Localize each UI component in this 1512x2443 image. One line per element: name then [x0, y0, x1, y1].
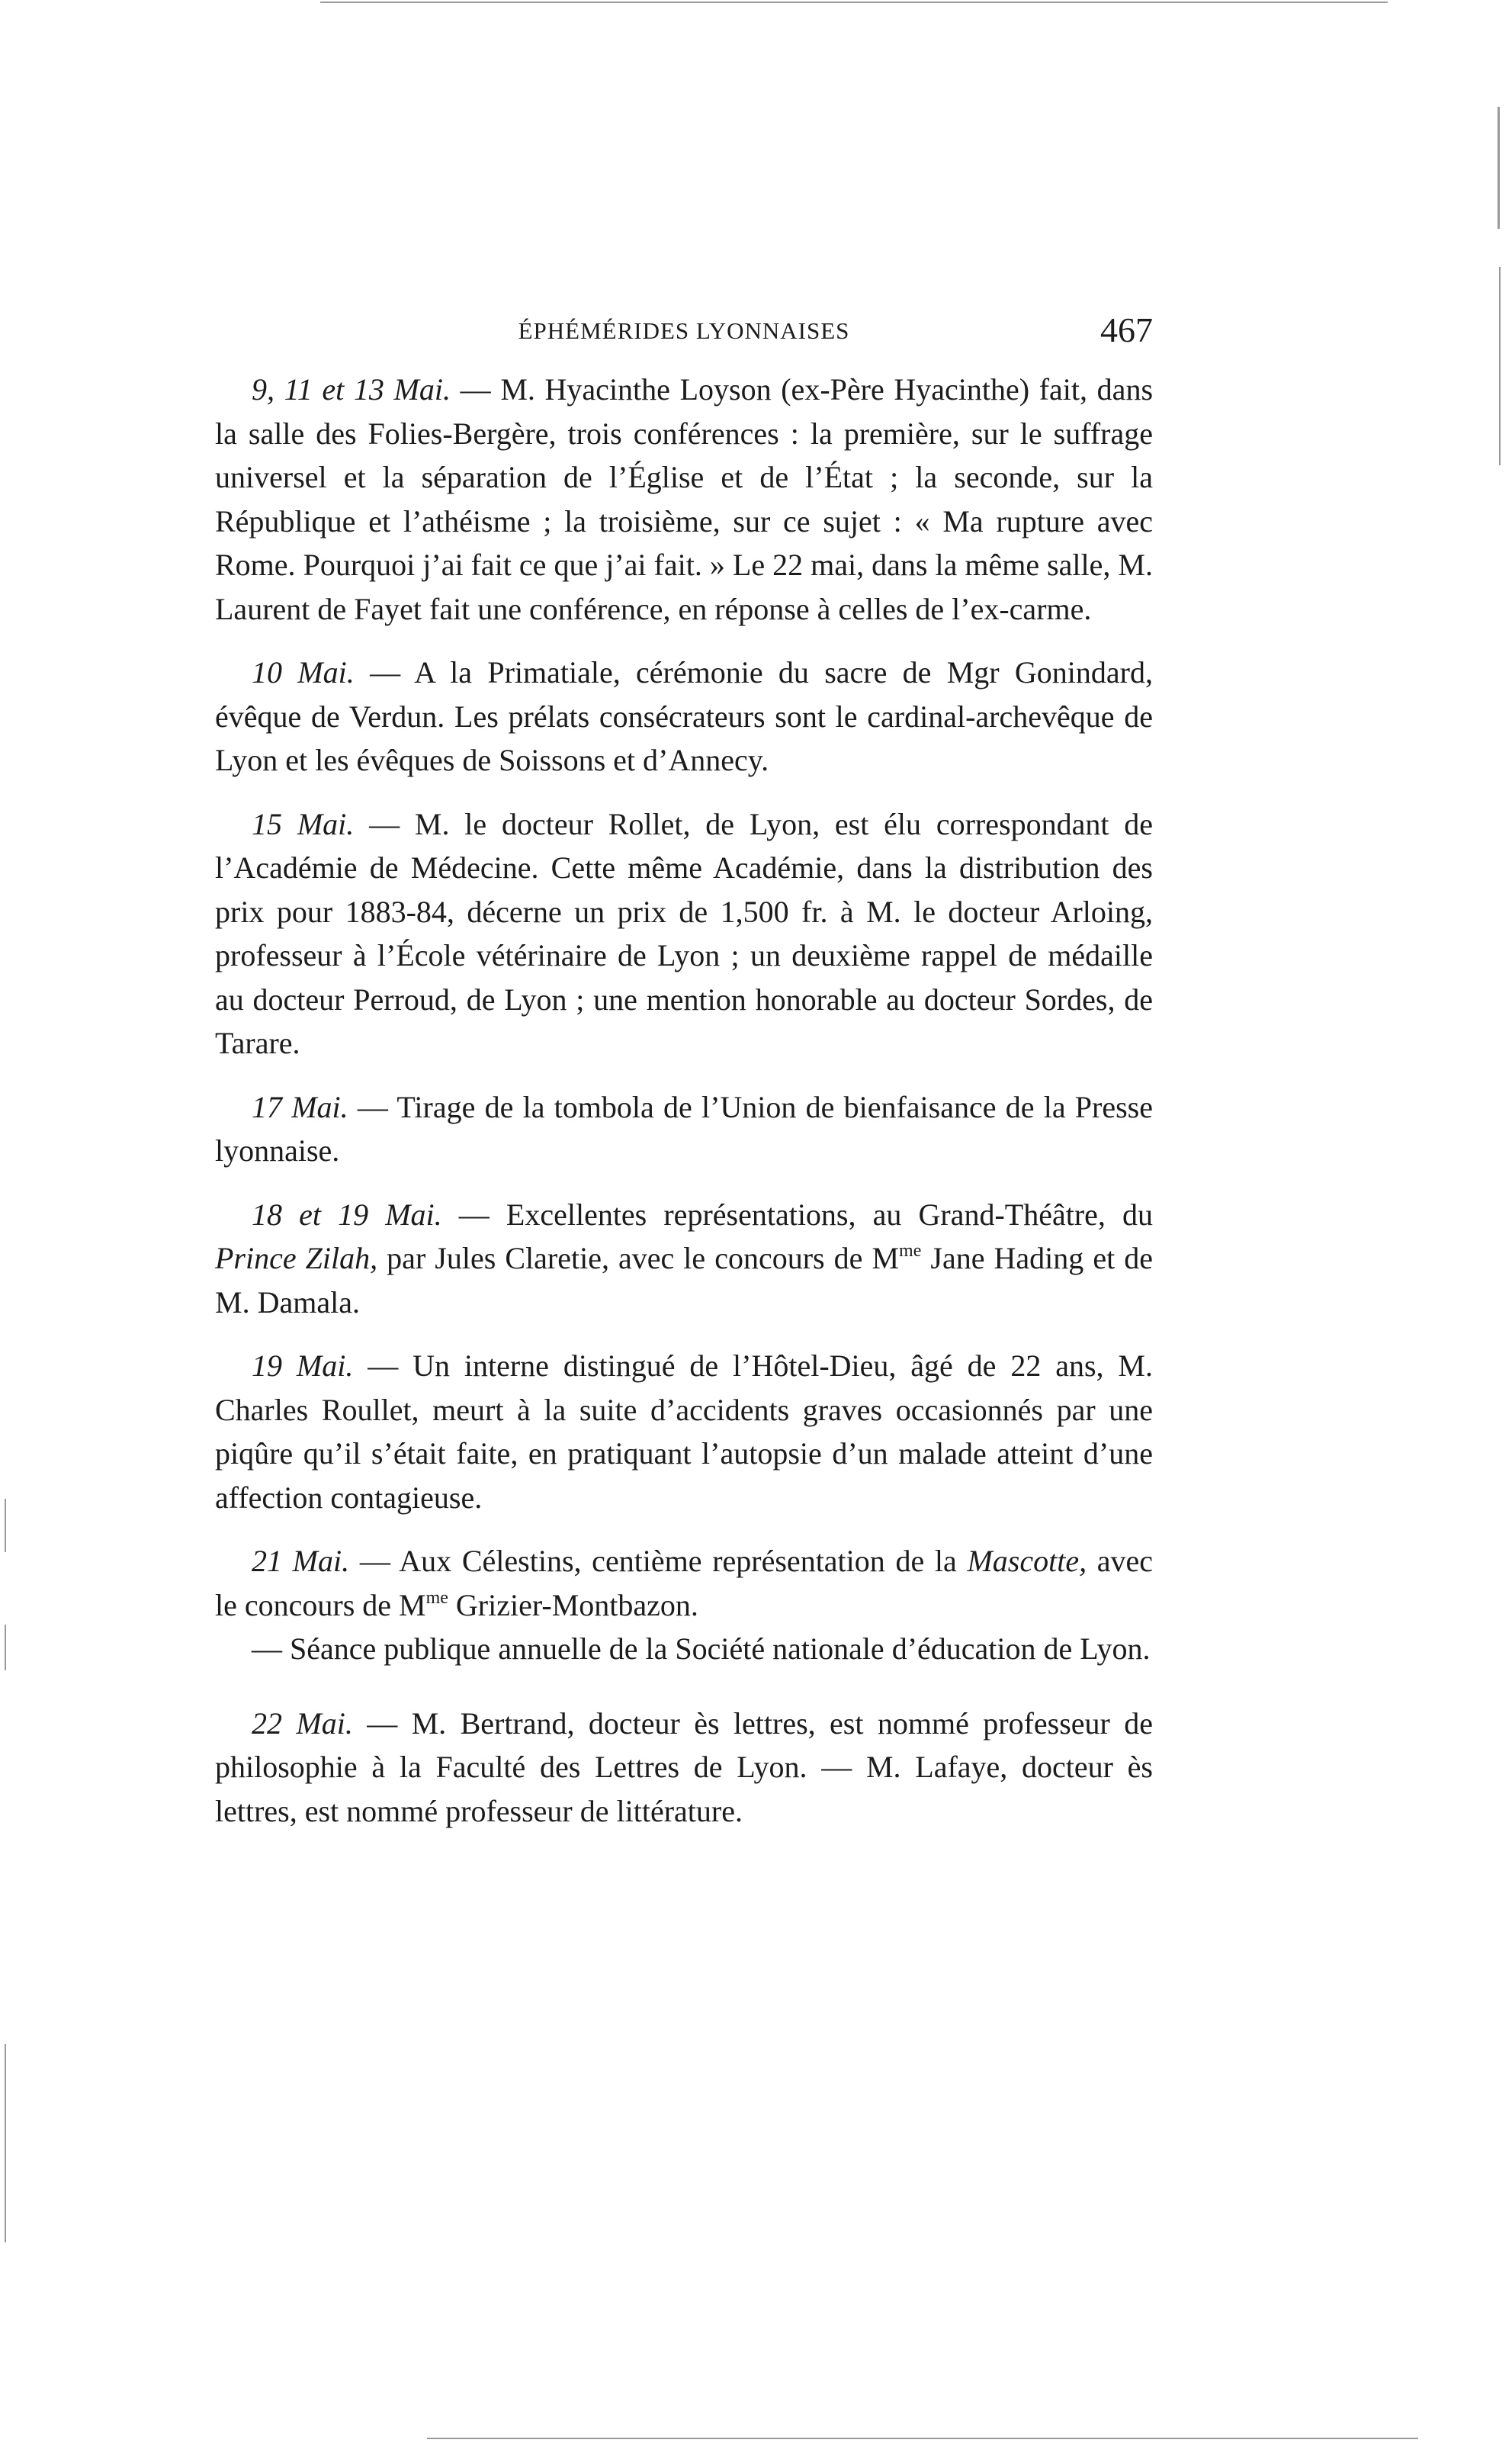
entry-date: 10 Mai. [252, 655, 355, 690]
scan-edge-right-1 [1498, 107, 1500, 229]
play-title: Mascotte, [967, 1544, 1087, 1578]
entry-date: 15 Mai. [252, 806, 355, 841]
entry-text: — Un interne distingué de l’Hôtel-Dieu, âgé de 22 ans, M. Charles Roullet, meurt à la suite d’accidents graves occasionnés par une piqûre qu’il s’était faite, en pratiquant l’autopsie d’un malade atteint d’une affection contagieuse. [215, 1348, 1153, 1515]
entry-15-mai [215, 802, 1153, 1066]
entry-text-before: — Aux Célestins, centième représentation de la [359, 1544, 968, 1578]
entry-10-mai [215, 651, 1153, 783]
entry-text: — M. Hyacinthe Loyson (ex-Père Hyacinthe) fait, dans la salle des Folies-Bergère, trois conférences : la première, sur le suffrage universel et la séparation de l’Église et de l’État ; la seconde, sur la République et l’athéisme ; la troisième, sur ce sujet : « Ma rupture avec Rome. Pourquoi j’ai fait ce que j’ai fait. » Le 22 mai, dans la même salle, M. Laurent de Fayet fait une conférence, en réponse à celles de l’ex-carme. [215, 372, 1154, 626]
entry-text: — M. le docteur Rollet, de Lyon, est élu correspondant de l’Académie de Médecine. Cette même Académie, dans la distribution des prix pour 1883-84, décerne un prix de 1,500 fr. à M. le docteur Arloing, professeur à l’École vétérinaire de Lyon ; un deuxième rappel de médaille au docteur Perroud, de Lyon ; une mention honorable au docteur Sordes, de Tarare. [215, 806, 1154, 1060]
entry-text-end: Jane Hading et de M. Damala. [215, 1241, 1153, 1320]
entry-text-after: par Jules Claretie, avec le concours de M [377, 1241, 900, 1275]
entry-21-mai-continuation [215, 1627, 1153, 1671]
entry-17-mai [215, 1085, 1153, 1173]
entry-21-mai [215, 1539, 1153, 1627]
entry-date: 18 et 19 Mai. [252, 1197, 442, 1232]
title-abbreviation: me [899, 1241, 922, 1261]
scan-edge-top [320, 2, 1388, 3]
entry-18-19-mai [215, 1193, 1153, 1325]
play-title: Prince Zilah, [215, 1241, 378, 1275]
entry-date: 22 Mai. [252, 1705, 353, 1741]
entry-text: — Séance publique annuelle de la Société nationale d’éducation de Lyon. [252, 1631, 1151, 1666]
page-header-title: ÉPHÉMÉRIDES LYONNAISES [518, 317, 850, 344]
entry-date: 21 Mai. [252, 1544, 350, 1578]
entry-date: 17 Mai. [252, 1089, 348, 1124]
entry-text-after: avec le concours de M [215, 1544, 1154, 1622]
entry-text-end: Grizier-Montbazon. [448, 1587, 698, 1622]
entry-22-mai [215, 1702, 1153, 1834]
entry-date: 19 Mai. [252, 1348, 354, 1383]
entry-text: — Tirage de la tombola de l’Union de bienfaisance de la Presse lyonnaise. [215, 1089, 1154, 1168]
page-number: 467 [1100, 310, 1153, 349]
entry-text-before: — Excellentes représentations, au Grand-Théâtre, du [458, 1197, 1154, 1232]
scan-edge-bottom [427, 2438, 1418, 2439]
entry-9-11-13-mai [215, 368, 1153, 631]
scan-edge-left-1 [5, 1499, 6, 1552]
scan-edge-left-3 [5, 2044, 6, 2242]
scan-edge-left-2 [5, 1625, 6, 1670]
entry-19-mai [215, 1344, 1153, 1519]
entry-text: — M. Bertrand, docteur ès lettres, est nommé professeur de philosophie à la Faculté des Lettres de Lyon. — M. Lafaye, docteur ès lettres, est nommé professeur de littérature. [215, 1705, 1153, 1828]
page [215, 310, 1154, 1853]
entry-date: 9, 11 et 13 Mai. [252, 372, 451, 407]
entry-text: — A la Primatiale, cérémonie du sacre de Mgr Gonindard, évêque de Verdun. Les prélats consécrateurs sont le cardinal-archevêque de Lyon et les évêques de Soissons et d’Annecy. [215, 655, 1153, 777]
title-abbreviation: me [425, 1587, 448, 1608]
running-head [215, 310, 1153, 368]
scan-edge-right-2 [1499, 267, 1501, 465]
